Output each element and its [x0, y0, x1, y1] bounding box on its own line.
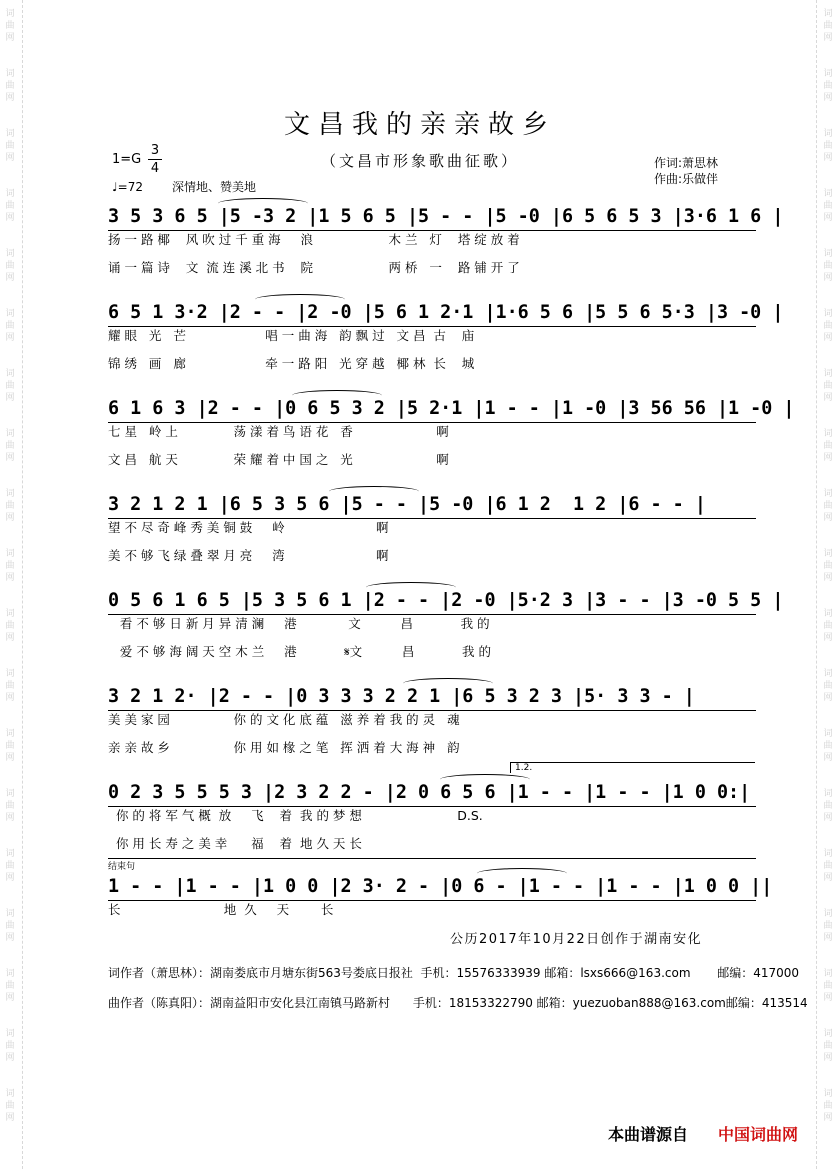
tempo-mark: ♩=72: [112, 180, 143, 194]
ending-label: 1.2.: [515, 763, 533, 773]
watermark-text: 词曲网: [5, 9, 15, 43]
watermark-text: 词曲网: [5, 309, 15, 343]
coda-label: 结束句: [108, 862, 136, 872]
watermark-text: 词曲网: [823, 429, 833, 463]
expression-mark: 深情地、赞美地: [172, 180, 257, 194]
slur-mark: [329, 486, 419, 497]
watermark-text: 词曲网: [5, 1089, 15, 1123]
notes-line: 1 - - |1 - - |1 0 0 |2 3· 2 - |0 6 - |1 - - |1 - - |1 0 0 ||: [108, 876, 773, 897]
slur-mark: [218, 198, 308, 209]
watermark-text: 词曲网: [5, 249, 15, 283]
watermark-text: 词曲网: [823, 1089, 833, 1123]
watermark-text: 词曲网: [5, 189, 15, 223]
watermark-text: 词曲网: [823, 489, 833, 523]
watermark-text: 词曲网: [5, 129, 15, 163]
slur-mark: [440, 774, 530, 785]
lyrics-verse-1: 扬 一 路 椰 风 吹 过 千 重 海 浪 木 兰 灯 塔 绽 放 着: [108, 232, 520, 247]
beam-line: [108, 518, 756, 519]
watermark-text: 词曲网: [823, 189, 833, 223]
watermark-text: 词曲网: [823, 9, 833, 43]
lyrics-verse-2: 你 用 长 寿 之 美 幸 福 着 地 久 天 长: [108, 836, 362, 851]
watermark-text: 词曲网: [5, 1029, 15, 1063]
beam-line: [108, 422, 756, 423]
slur-mark: [366, 582, 456, 593]
watermark-text: 词曲网: [823, 969, 833, 1003]
watermark-text: 词曲网: [5, 489, 15, 523]
watermark-text: 词曲网: [5, 549, 15, 583]
beam-line: [108, 326, 756, 327]
lyrics-verse-2: 美 不 够 飞 绿 叠 翠 月 亮 湾 啊: [108, 548, 389, 563]
watermark-text: 词曲网: [823, 729, 833, 763]
watermark-text: 词曲网: [5, 429, 15, 463]
slur-mark: [292, 390, 382, 401]
watermark-text: 词曲网: [823, 669, 833, 703]
left-border-line: [22, 0, 23, 1169]
watermark-text: 词曲网: [823, 549, 833, 583]
watermark-text: 词曲网: [823, 849, 833, 883]
lyrics-verse-2: 文 昌 航 天 荣 耀 着 中 国 之 光 啊: [108, 452, 449, 467]
lyrics-verse-2: 锦 绣 画 廊 牵 一 路 阳 光 穿 越 椰 林 长 城: [108, 356, 475, 371]
slur-mark: [403, 678, 493, 689]
time-signature-bottom: 4: [150, 161, 160, 176]
time-signature: [148, 142, 162, 177]
lyrics-verse-1: 你 的 将 军 气 概 放 飞 着 我 的 梦 想 D.S.: [108, 808, 483, 823]
watermark-text: 词曲网: [823, 909, 833, 943]
notes-line: 0 5 6 1 6 5 |5 3 5 6 1 |2 - - |2 -0 |5·2 3 |3 - - |3 -0 5 5 |: [108, 590, 784, 611]
creation-date: 公历2017年10月22日创作于湖南安化: [450, 932, 703, 947]
watermark-text: 词曲网: [823, 309, 833, 343]
notes-line: 3 2 1 2· |2 - - |0 3 3 3 2 2 1 |6 5 3 2 3 |5· 3 3 - |: [108, 686, 695, 707]
watermark-text: 词曲网: [823, 369, 833, 403]
composer-credit: 作曲:乐做伴: [654, 172, 719, 186]
notes-line: 6 1 6 3 |2 - - |0 6 5 3 2 |5 2·1 |1 - - |1 -0 |3 56 56 |1 -0 |: [108, 398, 795, 419]
watermark-text: 词曲网: [5, 69, 15, 103]
watermark-text: 词曲网: [5, 849, 15, 883]
lyrics-verse-1: 长 地 久 天 长: [108, 902, 334, 917]
song-subtitle: （文昌市形象歌曲征歌）: [320, 152, 519, 170]
lyrics-verse-1: 耀 眼 光 芒 唱 一 曲 海 韵 飘 过 文 昌 古 庙: [108, 328, 475, 343]
watermark-text: 词曲网: [5, 909, 15, 943]
footer-site-link[interactable]: 中国词曲网: [718, 1125, 799, 1144]
beam-line: [108, 614, 756, 615]
watermark-text: 词曲网: [5, 789, 15, 823]
watermark-text: 词曲网: [823, 789, 833, 823]
right-border-line: [816, 0, 817, 1169]
lyrics-verse-1: 七 星 岭 上 荡 漾 着 鸟 语 花 香 啊: [108, 424, 449, 439]
notes-line: 3 5 3 6 5 |5 -3 2 |1 5 6 5 |5 - - |5 -0 |6 5 6 5 3 |3·6 1 6 |: [108, 206, 784, 227]
watermark-text: 词曲网: [823, 1029, 833, 1063]
notes-line: 6 5 1 3·2 |2 - - |2 -0 |5 6 1 2·1 |1·6 5 6 |5 5 6 5·3 |3 -0 |: [108, 302, 784, 323]
lyrics-verse-1: 看 不 够 日 新 月 异 清 澜 港 文 昌 我 的: [108, 616, 490, 631]
lyrics-verse-2: 亲 亲 故 乡 你 用 如 椽 之 笔 挥 洒 着 大 海 神 韵: [108, 740, 460, 755]
watermark-text: 词曲网: [5, 729, 15, 763]
song-title: 文昌我的亲亲故乡: [283, 110, 556, 140]
lyrics-verse-1: 美 美 家 园 你 的 文 化 底 蕴 滋 养 着 我 的 灵 魂: [108, 712, 460, 727]
time-signature-top: 3: [148, 142, 162, 160]
watermark-text: 词曲网: [823, 69, 833, 103]
notes-line: 0 2 3 5 5 5 3 |2 3 2 2 - |2 0 6 5 6 |1 - - |1 - - |1 0 0:|: [108, 782, 751, 803]
composer-contact: 曲作者（陈真阳）：湖南益阳市安化县江南镇马路新村 手机：18153322790 邮箱：yuezuoban888@163.com邮编：413514: [108, 996, 808, 1010]
coda-bracket: [108, 858, 756, 872]
watermark-text: 词曲网: [5, 609, 15, 643]
beam-line: [108, 806, 756, 807]
key-signature: 1=G: [112, 152, 142, 167]
watermark-text: 词曲网: [5, 369, 15, 403]
notes-line: 3 2 1 2 1 |6 5 3 5 6 |5 - - |5 -0 |6 1 2 1 2 |6 - - |: [108, 494, 706, 515]
beam-line: [108, 230, 756, 231]
beam-line: [108, 710, 756, 711]
beam-line: [108, 900, 756, 901]
footer-source-label: 本曲谱源自: [608, 1125, 689, 1144]
ending-bracket: [510, 762, 755, 773]
lyrics-verse-1: 望 不 尽 奇 峰 秀 美 铜 鼓 岭 啊: [108, 520, 389, 535]
watermark-text: 词曲网: [5, 969, 15, 1003]
lyrics-verse-2: 爱 不 够 海 阔 天 空 木 兰 港 𝄋文 昌 我 的: [108, 644, 492, 659]
watermark-text: 词曲网: [823, 249, 833, 283]
slur-mark: [255, 294, 345, 305]
lyricist-credit: 作词:萧思林: [654, 156, 719, 170]
lyricist-contact: 词作者（萧思林）：湖南娄底市月塘东街563号娄底日报社 手机：15576333939 邮箱：lsxs666@163.com 邮编：417000: [108, 966, 800, 980]
watermark-text: 词曲网: [823, 129, 833, 163]
lyrics-verse-2: 诵 一 篇 诗 文 流 连 溪 北 书 院 两 桥 一 路 铺 开 了: [108, 260, 520, 275]
watermark-text: 词曲网: [823, 609, 833, 643]
watermark-text: 词曲网: [5, 669, 15, 703]
